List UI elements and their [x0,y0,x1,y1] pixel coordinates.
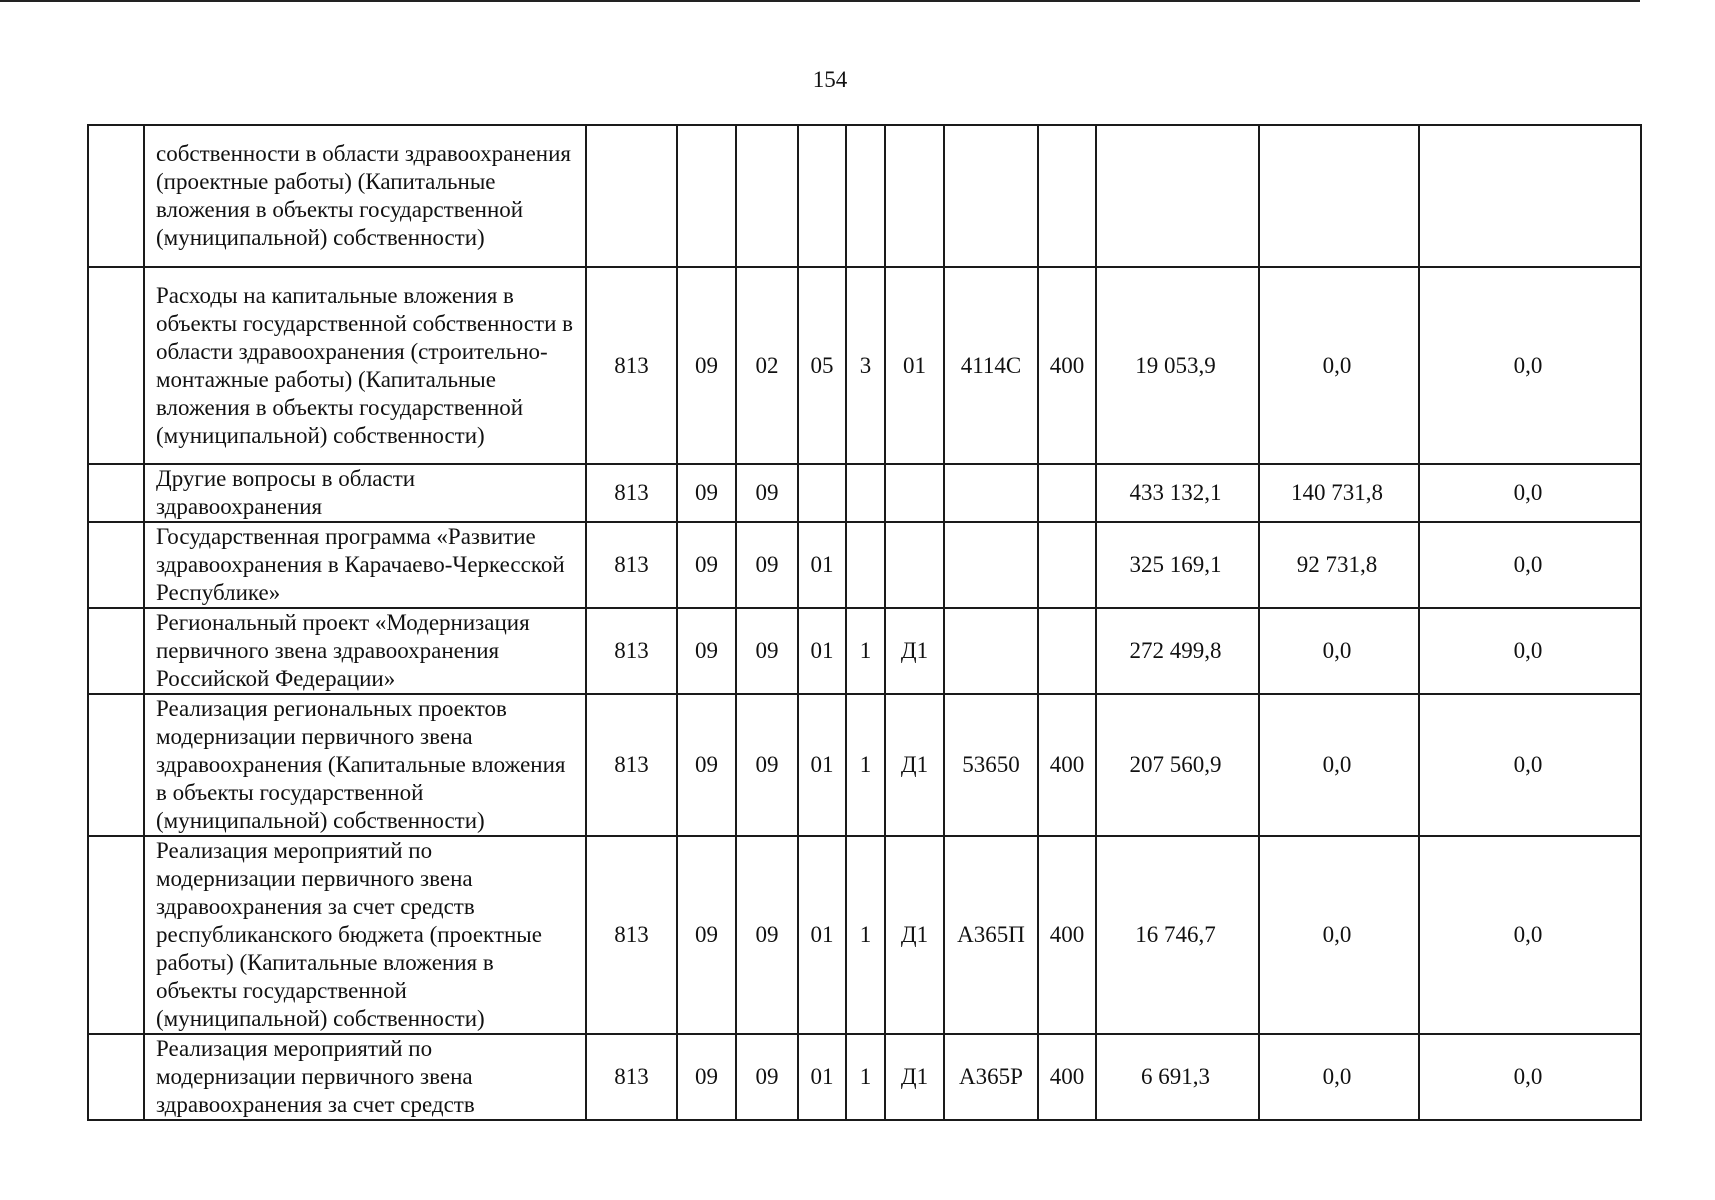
table-row [88,836,1641,1034]
table-row [88,694,1641,836]
ministry-code-cell: 813 [586,608,677,694]
amount-2-cell: 0,0 [1259,608,1419,694]
ministry-code-cell: 813 [586,836,677,1034]
page-number: 154 [812,67,848,92]
subprogram-code-cell: 1 [846,1034,885,1120]
section-code-cell: 09 [677,608,736,694]
project-code-cell: Д1 [885,836,944,1034]
amount-3-cell: 0,0 [1419,464,1641,522]
description-cell: Реализация мероприятий по модернизации первичного звена здравоохранения за счет средств [144,1034,586,1120]
project-code-cell: Д1 [885,608,944,694]
amount-1-cell: 433 132,1 [1096,464,1259,522]
expense-type-cell: 400 [1038,836,1096,1034]
project-code-cell [885,522,944,608]
expense-type-cell: 400 [1038,267,1096,464]
row-number-cell [88,522,144,608]
subprogram-code-cell [846,464,885,522]
amount-2-cell: 140 731,8 [1259,464,1419,522]
direction-code-cell: А365Р [944,1034,1038,1120]
description-cell: Региональный проект «Модернизация первичного звена здравоохранения Российской Федерации» [144,608,586,694]
description-cell: Государственная программа «Развитие здравоохранения в Карачаево-Черкесской Республике» [144,522,586,608]
subsection-code-cell [736,125,798,267]
row-number-cell [88,608,144,694]
amount-3-cell: 0,0 [1419,1034,1641,1120]
subprogram-code-cell [846,522,885,608]
row-number-cell [88,125,144,267]
subprogram-code-cell: 3 [846,267,885,464]
amount-2-cell: 0,0 [1259,694,1419,836]
expense-type-cell [1038,522,1096,608]
program-code-cell: 01 [798,836,846,1034]
program-code-cell: 05 [798,267,846,464]
amount-3-cell: 0,0 [1419,522,1641,608]
row-number-cell [88,464,144,522]
program-code-cell: 01 [798,522,846,608]
table-row [88,1034,1641,1120]
ministry-code-cell: 813 [586,464,677,522]
row-number-cell [88,267,144,464]
subsection-code-cell: 09 [736,464,798,522]
direction-code-cell: 4114С [944,267,1038,464]
table-row [88,125,1641,267]
ministry-code-cell: 813 [586,522,677,608]
amount-2-cell: 0,0 [1259,1034,1419,1120]
amount-3-cell: 0,0 [1419,608,1641,694]
description-cell: Другие вопросы в области здравоохранения [144,464,586,522]
description-cell: Расходы на капитальные вложения в объекты государственной собственности в области здравоохранения (строительно-монтажные работы) (Капитальные вложения в объекты государственной (муниципальной) собственности) [144,267,586,464]
subsection-code-cell: 09 [736,608,798,694]
section-code-cell: 09 [677,522,736,608]
row-number-cell [88,1034,144,1120]
amount-1-cell: 272 499,8 [1096,608,1259,694]
project-code-cell: Д1 [885,1034,944,1120]
project-code-cell: 01 [885,267,944,464]
expense-type-cell: 400 [1038,694,1096,836]
ministry-code-cell [586,125,677,267]
row-number-cell [88,836,144,1034]
project-code-cell [885,125,944,267]
ministry-code-cell: 813 [586,694,677,836]
subsection-code-cell: 02 [736,267,798,464]
amount-3-cell: 0,0 [1419,836,1641,1034]
amount-2-cell: 0,0 [1259,267,1419,464]
direction-code-cell: А365П [944,836,1038,1034]
program-code-cell: 01 [798,608,846,694]
ministry-code-cell: 813 [586,267,677,464]
subsection-code-cell: 09 [736,836,798,1034]
amount-1-cell: 6 691,3 [1096,1034,1259,1120]
expense-type-cell: 400 [1038,1034,1096,1120]
ministry-code-cell: 813 [586,1034,677,1120]
section-code-cell: 09 [677,267,736,464]
table-row [88,267,1641,464]
expense-type-cell [1038,125,1096,267]
amount-3-cell: 0,0 [1419,267,1641,464]
amount-3-cell: 0,0 [1419,694,1641,836]
project-code-cell [885,464,944,522]
table-row [88,608,1641,694]
top-border-line [0,0,1640,2]
amount-2-cell: 0,0 [1259,836,1419,1034]
direction-code-cell [944,125,1038,267]
project-code-cell: Д1 [885,694,944,836]
subprogram-code-cell [846,125,885,267]
amount-1-cell: 325 169,1 [1096,522,1259,608]
subprogram-code-cell: 1 [846,836,885,1034]
subsection-code-cell: 09 [736,522,798,608]
description-cell: собственности в области здравоохранения (проектные работы) (Капитальные вложения в объекты государственной (муниципальной) собственности) [144,125,586,267]
subprogram-code-cell: 1 [846,608,885,694]
amount-2-cell: 92 731,8 [1259,522,1419,608]
amount-2-cell [1259,125,1419,267]
row-number-cell [88,694,144,836]
table-row [88,464,1641,522]
subprogram-code-cell: 1 [846,694,885,836]
description-cell: Реализация мероприятий по модернизации первичного звена здравоохранения за счет средств республиканского бюджета (проектные работы) (Капитальные вложения в объекты государственной (муниципальной) собственности) [144,836,586,1034]
amount-1-cell: 19 053,9 [1096,267,1259,464]
table-row [88,522,1641,608]
direction-code-cell: 53650 [944,694,1038,836]
direction-code-cell [944,608,1038,694]
section-code-cell: 09 [677,836,736,1034]
description-cell: Реализация региональных проектов модернизации первичного звена здравоохранения (Капитальные вложения в объекты государственной (муниципальной) собственности) [144,694,586,836]
program-code-cell [798,464,846,522]
section-code-cell: 09 [677,1034,736,1120]
amount-3-cell [1419,125,1641,267]
direction-code-cell [944,522,1038,608]
direction-code-cell [944,464,1038,522]
amount-1-cell: 207 560,9 [1096,694,1259,836]
subsection-code-cell: 09 [736,1034,798,1120]
budget-table [87,124,1642,1121]
section-code-cell: 09 [677,464,736,522]
program-code-cell [798,125,846,267]
subsection-code-cell: 09 [736,694,798,836]
section-code-cell [677,125,736,267]
expense-type-cell [1038,608,1096,694]
program-code-cell: 01 [798,694,846,836]
expense-type-cell [1038,464,1096,522]
section-code-cell: 09 [677,694,736,836]
amount-1-cell [1096,125,1259,267]
program-code-cell: 01 [798,1034,846,1120]
amount-1-cell: 16 746,7 [1096,836,1259,1034]
